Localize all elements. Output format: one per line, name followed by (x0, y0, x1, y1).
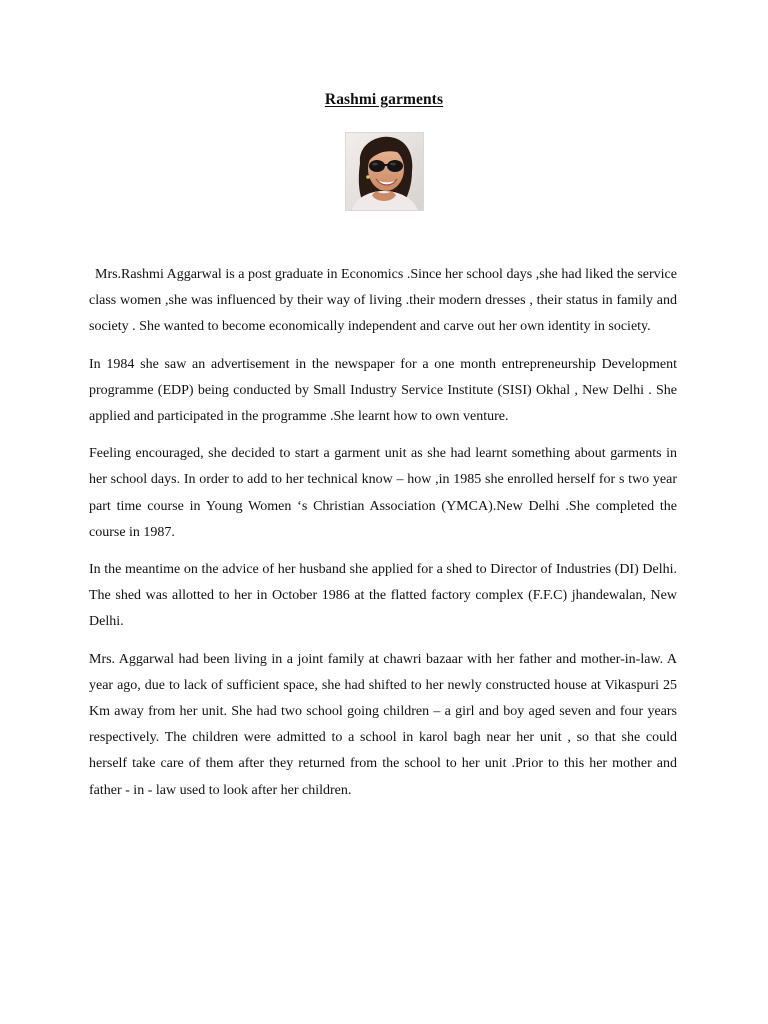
paragraph-5: Mrs. Aggarwal had been living in a joint family at chawri bazaar with her father and mother-in-law. A year ago, due to lack of sufficient space, she had shifted to her newly constructed house at Vikaspuri 25 Km away from her unit. She had two school going children – a girl and boy aged seven and four years respectively. The children were admitted to a school in karol bagh near her unit , so that she could herself take care of them after they returned from the school to her unit .Prior to this her mother and father - in - law used to look after her children. (89, 651, 677, 798)
paragraph-3: Feeling encouraged, she decided to start a garment unit as she had learnt something about garments in her school days. In order to add to her technical know – how ,in 1985 she enrolled herself for s two year part time course in Young Women ‘s Christian Association (YMCA).New Delhi .She completed the course in 1987. (89, 446, 677, 540)
paragraph-2: In 1984 she saw an advertisement in the newspaper for a one month entrepreneurship Development programme (EDP) being conducted by Small Industry Service Institute (SISI) Okhal , New Delhi . She applied and participated in the programme .She learnt how to own venture. (89, 356, 677, 425)
document-body (89, 262, 677, 815)
portrait-photo (345, 132, 424, 211)
portrait-image (346, 133, 423, 210)
paragraph-1: Mrs.Rashmi Aggarwal is a post graduate in Economics .Since her school days ,she had liked the service class women ,she was influenced by their way of living .their modern dresses , their status in family and society . She wanted to become economically independent and carve out her own identity in society. (89, 267, 677, 335)
paragraph-4: In the meantime on the advice of her husband she applied for a shed to Director of Industries (DI) Delhi. The shed was allotted to her in October 1986 at the flatted factory complex (F.F.C) jhandewalan, New Delhi. (89, 562, 677, 630)
document-title: Rashmi garments (324, 91, 444, 108)
